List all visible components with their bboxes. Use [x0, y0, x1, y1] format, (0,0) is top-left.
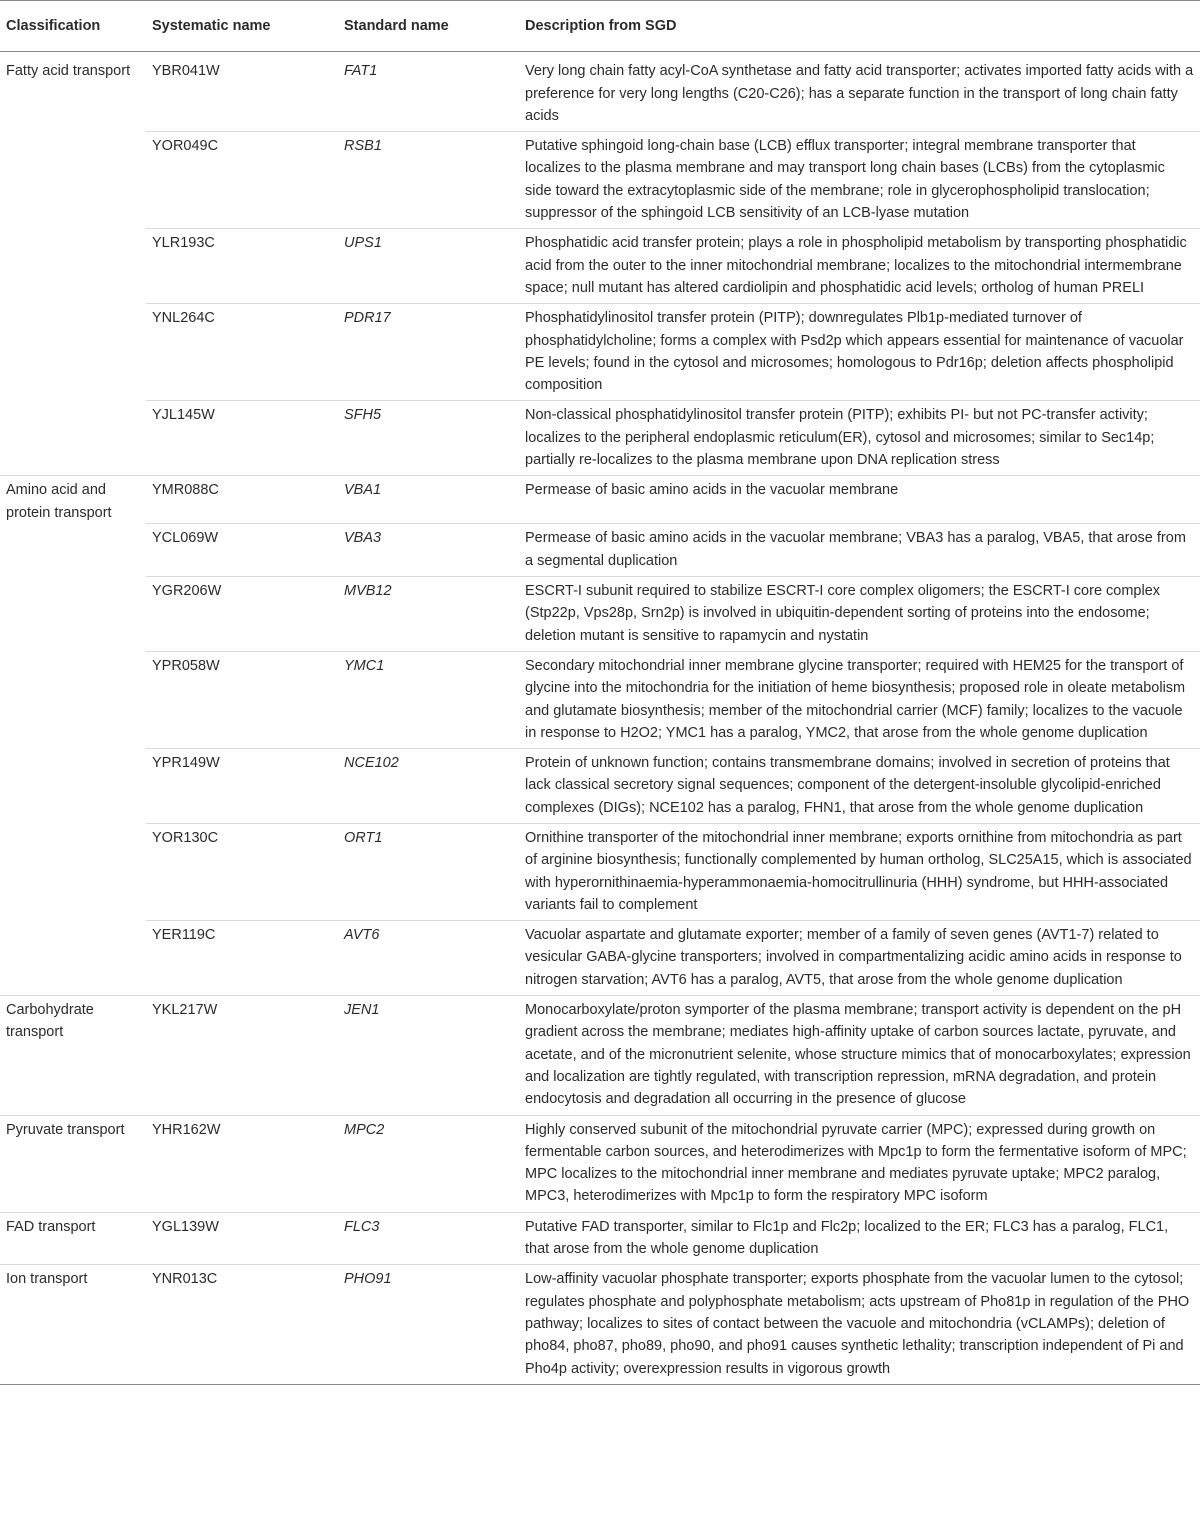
cell-description: Permease of basic amino acids in the vacuolar membrane: [519, 476, 1200, 524]
cell-standard-name: JEN1: [338, 996, 519, 1115]
cell-description: Low-affinity vacuolar phosphate transporter; exports phosphate from the vacuolar lumen to the cytosol; regulates phosphate and polyphosphate metabolism; acts upstream of Pho81p in regulation of the PHO pathway; localizes to sites of contact between the vacuole and mitochondria (vCLAMPs); deletion of pho84, pho87, pho89, pho90, and pho91 causes synthetic lethality; transcription independent of Pi and Pho4p activity; overexpression results in vigorous growth: [519, 1265, 1200, 1384]
cell-description: Protein of unknown function; contains transmembrane domains; involved in secretion of proteins that lack classical secretory signal sequences; component of the detergent-insoluble glycolipid-enriched complexes (DIGs); NCE102 has a paralog, FHN1, that arose from the whole genome duplication: [519, 749, 1200, 824]
cell-systematic-name: YMR088C: [146, 476, 338, 524]
cell-systematic-name: YPR058W: [146, 651, 338, 748]
table-body: [0, 52, 1200, 1385]
cell-systematic-name: YGL139W: [146, 1212, 338, 1265]
header-standard-name: Standard name: [338, 1, 519, 52]
header-classification: Classification: [0, 1, 146, 52]
cell-systematic-name: YJL145W: [146, 401, 338, 476]
cell-description: Highly conserved subunit of the mitochondrial pyruvate carrier (MPC); expressed during growth on fermentable carbon sources, and heterodimerizes with Mpc1p to form the fermentative isoform of MPC; MPC localizes to the mitochondrial inner membrane and mediates pyruvate uptake; MPC2 paralog, MPC3, heterodimerizes with Mpc1p to form the respiratory MPC isoform: [519, 1115, 1200, 1212]
table-row: [0, 1212, 1200, 1265]
cell-standard-name: PDR17: [338, 304, 519, 401]
cell-systematic-name: YCL069W: [146, 524, 338, 577]
header-systematic-name: Systematic name: [146, 1, 338, 52]
cell-description: Monocarboxylate/proton symporter of the plasma membrane; transport activity is dependent on the pH gradient across the membrane; mediates high-affinity uptake of carbon sources lactate, pyruvate, and acetate, and of the micronutrient selenite, whose structure mimics that of monocarboxylates; expression and localization are tightly regulated, with transcription repression, mRNA degradation, and protein endocytosis and degradation all occurring in the presence of glucose: [519, 996, 1200, 1115]
cell-standard-name: MPC2: [338, 1115, 519, 1212]
cell-classification: [0, 824, 146, 921]
cell-classification: Ion transport: [0, 1265, 146, 1384]
cell-description: ESCRT-I subunit required to stabilize ESCRT-I core complex oligomers; the ESCRT-I core complex (Stp22p, Vps28p, Srn2p) is involved in ubiquitin-dependent sorting of proteins into the endosome; deletion mutant is sensitive to rapamycin and nystatin: [519, 577, 1200, 652]
cell-standard-name: PHO91: [338, 1265, 519, 1384]
table-row: [0, 52, 1200, 132]
cell-standard-name: FLC3: [338, 1212, 519, 1265]
table-row: [0, 304, 1200, 401]
cell-classification: [0, 577, 146, 652]
cell-classification: FAD transport: [0, 1212, 146, 1265]
cell-classification: [0, 401, 146, 476]
cell-classification: Pyruvate transport: [0, 1115, 146, 1212]
cell-classification: [0, 749, 146, 824]
cell-classification: [0, 132, 146, 229]
cell-systematic-name: YGR206W: [146, 577, 338, 652]
table-row: [0, 749, 1200, 824]
cell-standard-name: ORT1: [338, 824, 519, 921]
cell-description: Secondary mitochondrial inner membrane glycine transporter; required with HEM25 for the transport of glycine into the mitochondria for the initiation of heme biosynthesis; proposed role in oleate metabolism and glutamate biosynthesis; member of the mitochondrial carrier (MCF) family; localizes to the vacuole in response to H2O2; YMC1 has a paralog, YMC2, that arose from the whole genome duplication: [519, 651, 1200, 748]
cell-standard-name: FAT1: [338, 52, 519, 132]
table-row: [0, 132, 1200, 229]
table-row: [0, 524, 1200, 577]
cell-systematic-name: YOR049C: [146, 132, 338, 229]
table-row: [0, 577, 1200, 652]
cell-systematic-name: YPR149W: [146, 749, 338, 824]
cell-description: Phosphatidylinositol transfer protein (PITP); downregulates Plb1p-mediated turnover of phosphatidylcholine; forms a complex with Psd2p which appears essential for maintenance of vacuolar PE levels; found in the cytosol and microsomes; homologous to Pdr16p; deletion affects phospholipid composition: [519, 304, 1200, 401]
cell-description: Ornithine transporter of the mitochondrial inner membrane; exports ornithine from mitochondria as part of arginine biosynthesis; functionally complemented by human ortholog, SLC25A15, which is associated with hyperornithinaemia-hyperammonaemia-homocitrullinuria (HHH) syndrome, but HHH-associated variants fail to complement: [519, 824, 1200, 921]
cell-description: Very long chain fatty acyl-CoA synthetase and fatty acid transporter; activates imported fatty acids with a preference for very long lengths (C20-C26); has a separate function in the transport of long chain fatty acids: [519, 52, 1200, 132]
cell-classification: [0, 304, 146, 401]
cell-classification: [0, 921, 146, 996]
table-header: [0, 1, 1200, 52]
cell-description: Permease of basic amino acids in the vacuolar membrane; VBA3 has a paralog, VBA5, that arose from a segmental duplication: [519, 524, 1200, 577]
cell-classification: Amino acid and protein transport: [6, 482, 112, 521]
table-row: [0, 401, 1200, 476]
cell-standard-name: SFH5: [338, 401, 519, 476]
cell-classification: [0, 229, 146, 304]
table-row: [0, 921, 1200, 996]
cell-description: Phosphatidic acid transfer protein; plays a role in phospholipid metabolism by transporting phosphatidic acid from the outer to the inner mitochondrial membrane; localizes to the mitochondrial intermembrane space; null mutant has altered cardiolipin and phosphatidic acid levels; ortholog of human PRELI: [519, 229, 1200, 304]
cell-standard-name: VBA1: [338, 476, 519, 524]
table-row: [0, 229, 1200, 304]
cell-classification: Carbohydrate transport: [0, 996, 146, 1115]
cell-classification: [0, 524, 146, 577]
table-row: [0, 1265, 1200, 1384]
cell-standard-name: RSB1: [338, 132, 519, 229]
table-row: [0, 1115, 1200, 1212]
cell-standard-name: UPS1: [338, 229, 519, 304]
header-row: [0, 1, 1200, 52]
cell-description: Putative FAD transporter, similar to Flc1p and Flc2p; localized to the ER; FLC3 has a paralog, FLC1, that arose from the whole genome duplication: [519, 1212, 1200, 1265]
table-row: [0, 996, 1200, 1115]
cell-standard-name: AVT6: [338, 921, 519, 996]
cell-standard-name: VBA3: [338, 524, 519, 577]
cell-systematic-name: YER119C: [146, 921, 338, 996]
table-row: [0, 651, 1200, 748]
cell-systematic-name: YKL217W: [146, 996, 338, 1115]
table-row: [0, 824, 1200, 921]
cell-standard-name: YMC1: [338, 651, 519, 748]
cell-systematic-name: YNR013C: [146, 1265, 338, 1384]
cell-classification: [0, 651, 146, 748]
cell-description: Non-classical phosphatidylinositol transfer protein (PITP); exhibits PI- but not PC-transfer activity; localizes to the peripheral endoplasmic reticulum(ER), cytosol and microsomes; similar to Sec14p; partially re-localizes to the plasma membrane upon DNA replication stress: [519, 401, 1200, 476]
cell-systematic-name: YOR130C: [146, 824, 338, 921]
cell-systematic-name: YBR041W: [146, 52, 338, 132]
cell-classification: Fatty acid transport: [6, 63, 131, 80]
header-description: Description from SGD: [519, 1, 1200, 52]
cell-systematic-name: YNL264C: [146, 304, 338, 401]
cell-standard-name: MVB12: [338, 577, 519, 652]
table-row: [0, 476, 1200, 524]
cell-standard-name: NCE102: [338, 749, 519, 824]
cell-description: Vacuolar aspartate and glutamate exporter; member of a family of seven genes (AVT1-7) related to vesicular GABA-glycine transporters; involved in compartmentalizing acidic amino acids in response to nitrogen starvation; AVT6 has a paralog, AVT5, that arose from the whole genome duplication: [519, 921, 1200, 996]
cell-systematic-name: YLR193C: [146, 229, 338, 304]
cell-description: Putative sphingoid long-chain base (LCB) efflux transporter; integral membrane transporter that localizes to the plasma membrane and may transport long chain bases (LCBs) from the cytoplasmic side toward the extracytoplasmic side of the membrane; role in glycerophospholipid translocation; suppressor of the sphingoid LCB sensitivity of an LCB-lyase mutation: [519, 132, 1200, 229]
cell-systematic-name: YHR162W: [146, 1115, 338, 1212]
